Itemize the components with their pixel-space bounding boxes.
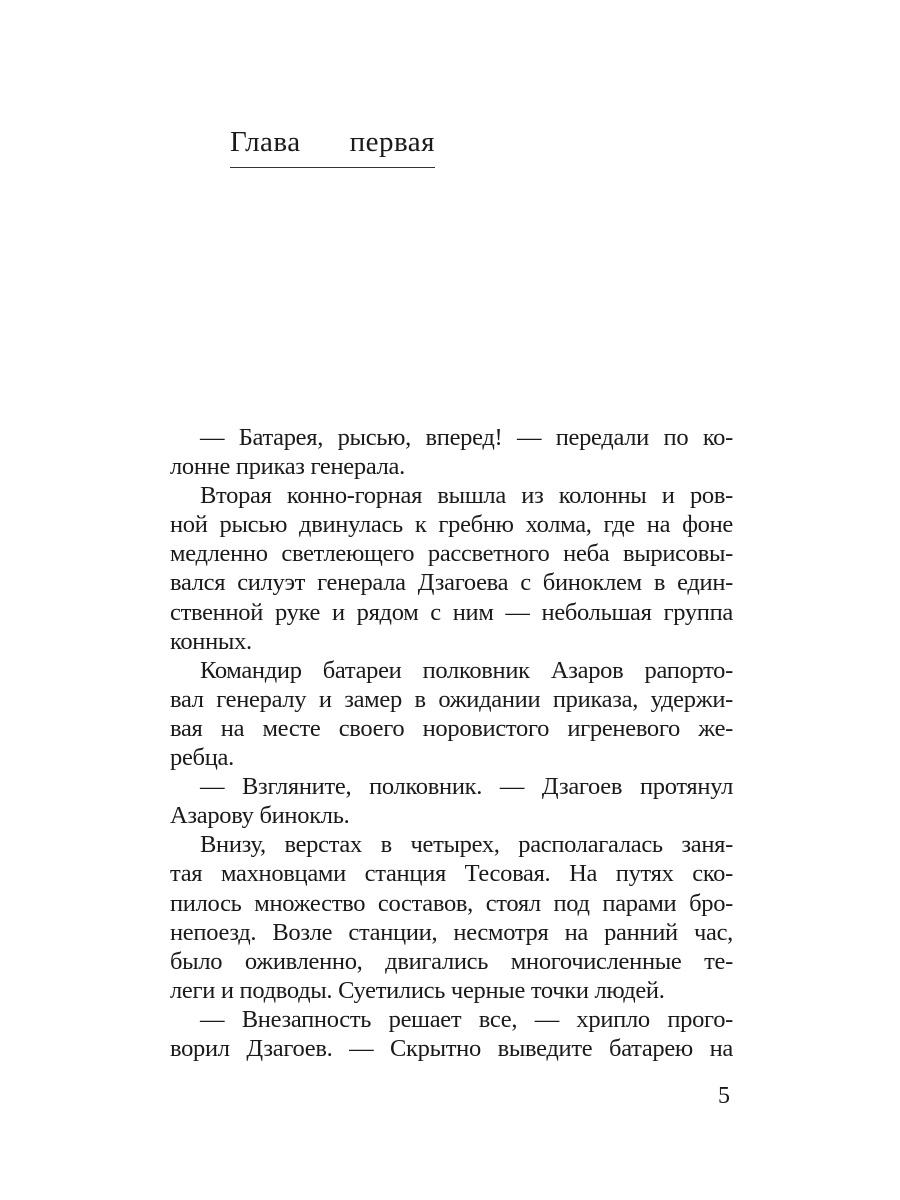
text-line: вался силуэт генерала Дзагоева с биноклем в един-: [170, 569, 733, 597]
text-line: вая на месте своего норовистого игреневого же-: [170, 714, 733, 742]
text-line: пилось множество составов, стоял под парами бро-: [170, 889, 733, 917]
text-line: лонне приказ генерала.: [170, 453, 405, 481]
text-line: ной рысью двинулась к гребню холма, где на фоне: [170, 511, 733, 539]
text-line: леги и подводы. Суетились черные точки людей.: [170, 976, 665, 1004]
text-line: было оживленно, двигались многочисленные те-: [170, 947, 733, 975]
text-line: конных.: [170, 627, 252, 655]
text-line: медленно светлеющего рассветного неба вырисовы-: [170, 540, 733, 568]
text-line: — Внезапность решает все, — хрипло прого-: [200, 1005, 733, 1033]
text-line: ребца.: [170, 744, 234, 772]
text-line: Командир батареи полковник Азаров рапорто-: [200, 656, 733, 684]
text-line: Азарову бинокль.: [170, 802, 350, 830]
body-text: [170, 423, 733, 1063]
chapter-title: Глава первая: [230, 126, 435, 158]
text-line: Внизу, верстах в четырех, располагалась заня-: [200, 831, 733, 859]
text-line: тая махновцами станция Тесовая. На путях ско-: [170, 860, 733, 888]
text-line: — Батарея, рысью, вперед! — передали по ко-: [200, 424, 733, 451]
text-line: вал генералу и замер в ожидании приказа, удержи-: [170, 685, 733, 713]
text-line: Вторая конно-горная вышла из колонны и ров-: [200, 482, 733, 510]
title-underline: [230, 167, 435, 168]
text-line: ственной руке и рядом с ним — небольшая группа: [170, 598, 733, 626]
text-line: непоезд. Возле станции, несмотря на ранний час,: [170, 918, 733, 946]
text-line: — Взгляните, полковник. — Дзагоев протянул: [200, 773, 733, 801]
text-line: ворил Дзагоев. — Скрытно выведите батарею на: [170, 1034, 733, 1062]
page-number: 5: [718, 1083, 730, 1109]
